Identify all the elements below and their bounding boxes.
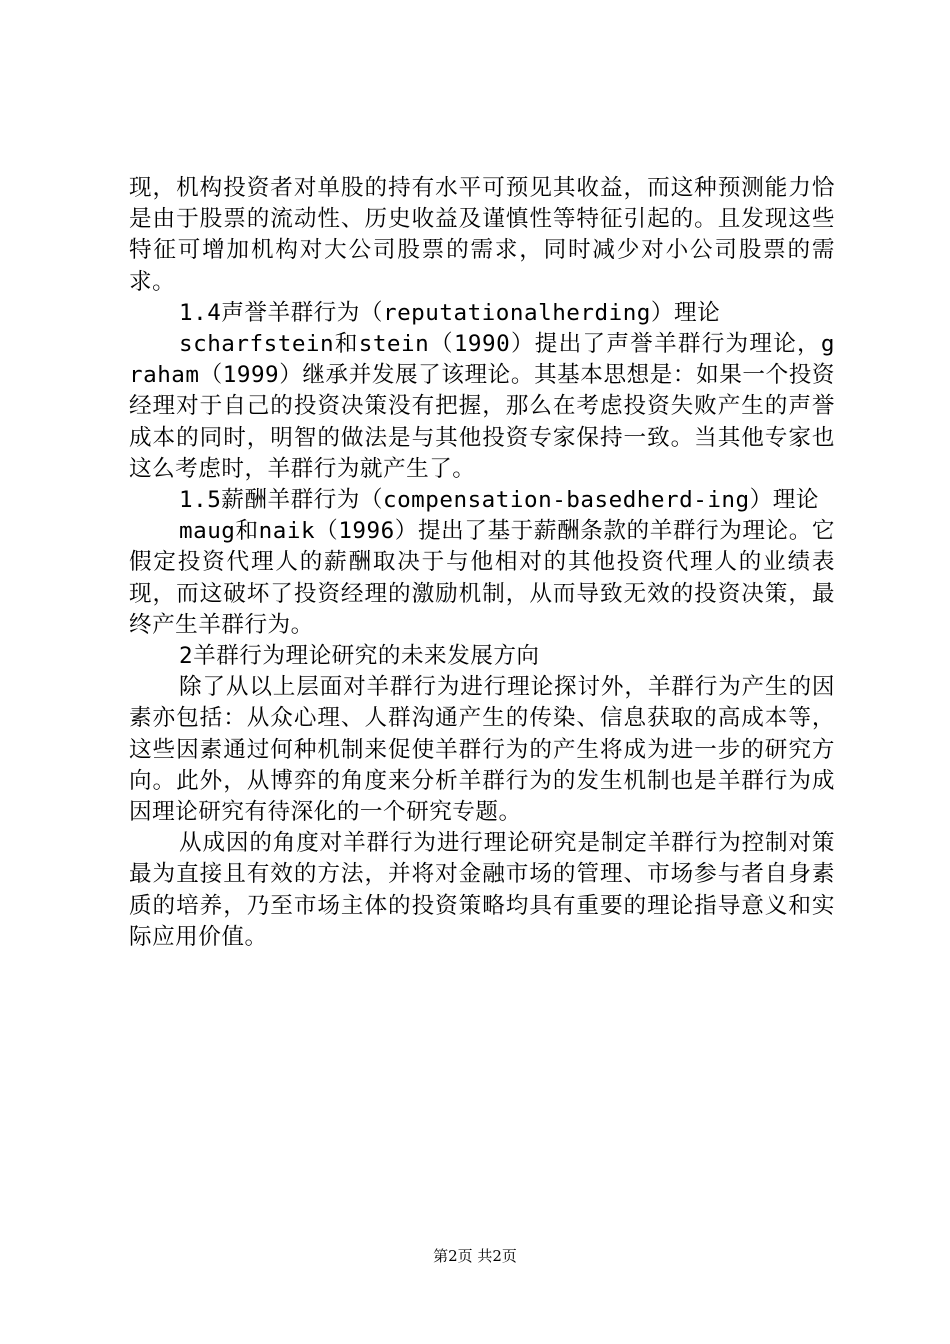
section-heading-reputational-herding: 1.4声誉羊群行为（reputationalherding）理论 (179, 299, 721, 326)
section-heading-compensation-herding: 1.5薪酬羊群行为（compensation-basedherd-ing）理论 (179, 487, 819, 514)
page-footer: 第2页 共2页 (433, 1247, 517, 1265)
document-body (129, 173, 835, 953)
paragraph-compensation-herding: maug和naik（1996）提出了基于薪酬条款的羊群行为理论。它假定投资代理人的薪酬取决于与他相对的其他投资代理人的业绩表现，而这破坏了投资经理的激励机制，从而导致无效的投资决策，最终产生羊群行为。 (129, 518, 835, 638)
paragraph-reputational-herding: scharfstein和stein（1990）提出了声誉羊群行为理论，graham（1999）继承并发展了该理论。其基本思想是：如果一个投资经理对于自己的投资决策没有把握，那么在考虑投资失败产生的声誉成本的同时，明智的做法是与其他投资专家保持一致。当其他专家也这么考虑时，羊群行为就产生了。 (129, 331, 835, 482)
paragraph-conclusion: 从成因的角度对羊群行为进行理论研究是制定羊群行为控制对策最为直接且有效的方法，并将对金融市场的管理、市场参与者自身素质的培养，乃至市场主体的投资策略均具有重要的理论指导意义和实际应用价值。 (129, 830, 835, 950)
paragraph-continuation: 现，机构投资者对单股的持有水平可预见其收益，而这种预测能力恰是由于股票的流动性、历史收益及谨慎性等特征引起的。且发现这些特征可增加机构对大公司股票的需求，同时减少对小公司股票的需求。 (129, 175, 835, 295)
section-heading-future-directions: 2羊群行为理论研究的未来发展方向 (179, 643, 540, 670)
paragraph-future-directions: 除了从以上层面对羊群行为进行理论探讨外，羊群行为产生的因素亦包括：从众心理、人群沟通产生的传染、信息获取的高成本等，这些因素通过何种机制来促使羊群行为的产生将成为进一步的研究方向。此外，从博弈的角度来分析羊群行为的发生机制也是羊群行为成因理论研究有待深化的一个研究专题。 (129, 674, 835, 826)
